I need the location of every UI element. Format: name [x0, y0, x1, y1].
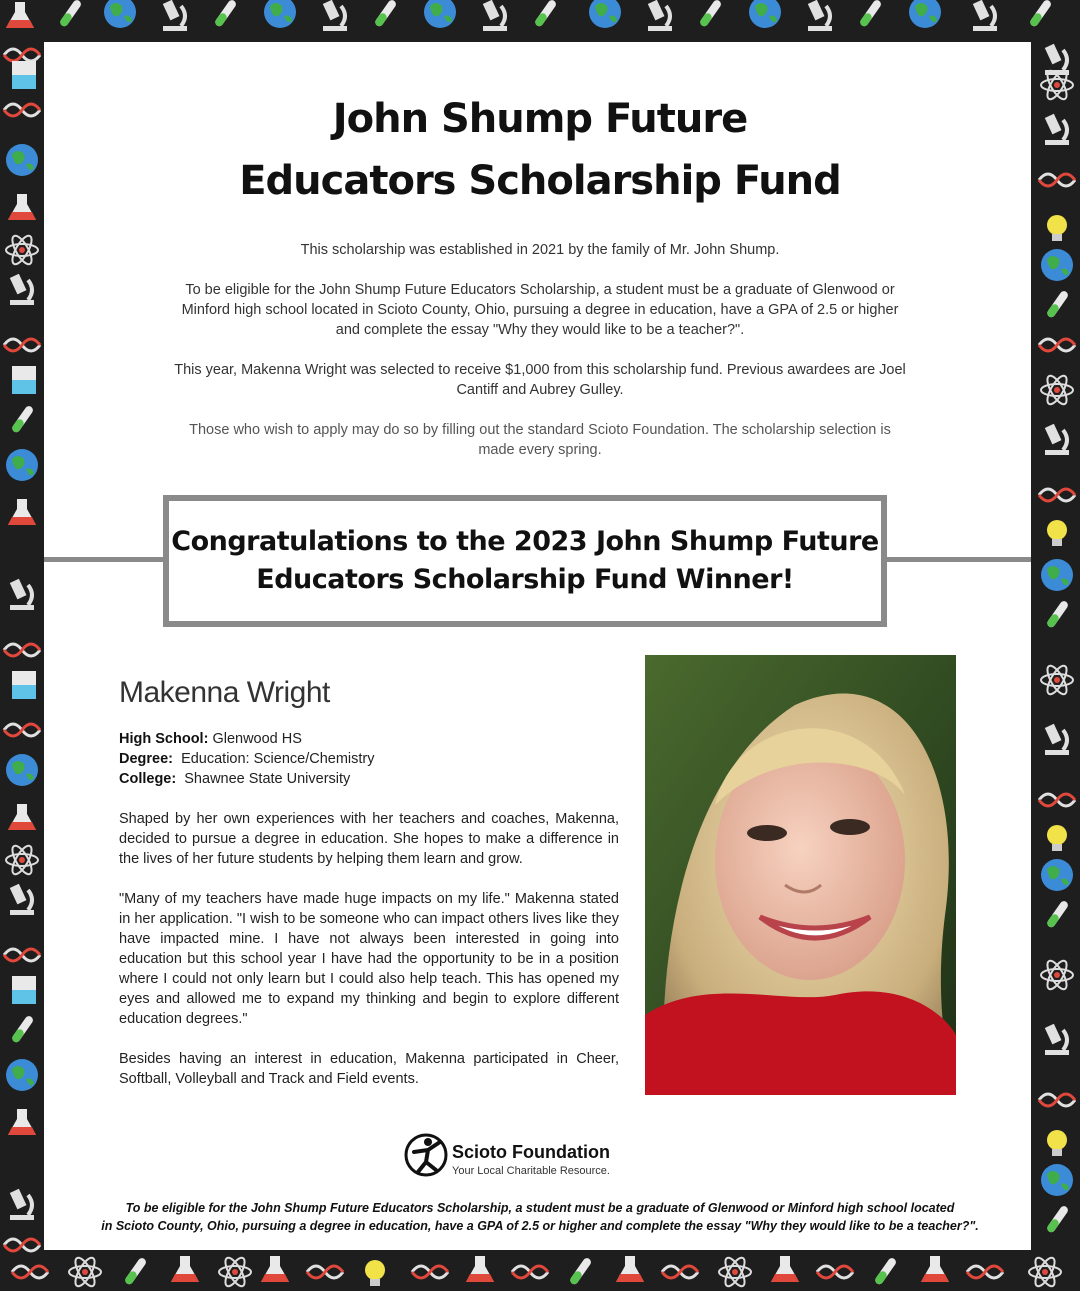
foundation-tagline: Your Local Charitable Resource. [452, 1165, 610, 1177]
degree-label: Degree: [119, 751, 173, 767]
college-label: College: [119, 771, 177, 787]
winner-photo [645, 655, 956, 1095]
page-title-line-1: John Shump Future [332, 96, 748, 142]
detail-high-school [119, 729, 619, 749]
detail-college [119, 769, 619, 789]
intro-established: This scholarship was established in 2021 by the family of Mr. John Shump. [300, 242, 780, 258]
winner-name: Makenna Wright [119, 676, 330, 709]
divider-left [44, 557, 169, 562]
bio-paragraph-2: "Many of my teachers have made huge impacts on my life." Makenna stated in her application. "I wish to be someone who can impact others lives like they have impacted mine. I have not always been interested in going into education but this school year I have had the opportunity to be in a position where I could not only learn but I could also help teach. This has opened my eyes and allowed me to expand my thinking and begin to explore different education degrees." [119, 891, 619, 1027]
congrats-banner [163, 495, 887, 627]
degree-value: Education: Science/Chemistry [181, 751, 375, 767]
scioto-foundation-logo [404, 1132, 664, 1180]
congrats-line-1: Congratulations to the 2023 John Shump Future [171, 526, 879, 557]
intro-apply: Those who wish to apply may do so by filling out the standard Scioto Foundation. The scholarship selection is made every spring. [189, 422, 891, 458]
intro-section [170, 240, 910, 480]
intro-eligibility: To be eligible for the John Shump Future Educators Scholarship, a student must be a graduate of Glenwood or Minford high school located in Scioto County, Ohio, pursuing a degree in education, have a GPA of 2.5 or higher and complete the essay "Why they would like to be a teacher?". [181, 282, 899, 338]
intro-awardees: This year, Makenna Wright was selected to receive $1,000 from this scholarship fund. Previous awardees are Joel Cantiff and Aubrey Gulley. [174, 362, 906, 398]
foundation-name: Scioto Foundation [452, 1142, 610, 1162]
footer-line-1: To be eligible for the John Shump Future Educators Scholarship, a student must be a graduate of Glenwood or Minford high school located [125, 1201, 955, 1215]
congrats-line-2: Educators Scholarship Fund Winner! [256, 564, 794, 595]
high-school-label: High School: [119, 731, 209, 747]
foundation-emblem-icon [404, 1132, 450, 1178]
winner-bio [119, 809, 619, 1109]
page-title-line-2: Educators Scholarship Fund [239, 158, 841, 204]
bio-paragraph-3: Besides having an interest in education, Makenna participated in Cheer, Softball, Volleyball and Track and Field events. [119, 1051, 619, 1087]
footer-line-2: in Scioto County, Ohio, pursuing a degree in education, have a GPA of 2.5 or higher and complete the essay "Why they would like to be a teacher?". [101, 1219, 979, 1233]
page-title [0, 88, 1080, 212]
bio-paragraph-1: Shaped by her own experiences with her teachers and coaches, Makenna, decided to pursue a degree in education. She hopes to make a difference in the lives of her future students by helping them learn and grow. [119, 811, 619, 867]
detail-degree [119, 749, 619, 769]
congrats-heading [171, 523, 878, 599]
divider-right [875, 557, 1031, 562]
college-value: Shawnee State University [184, 771, 351, 787]
winner-details [119, 729, 619, 789]
high-school-value: Glenwood HS [212, 731, 302, 747]
footer-eligibility-note [80, 1199, 1000, 1235]
